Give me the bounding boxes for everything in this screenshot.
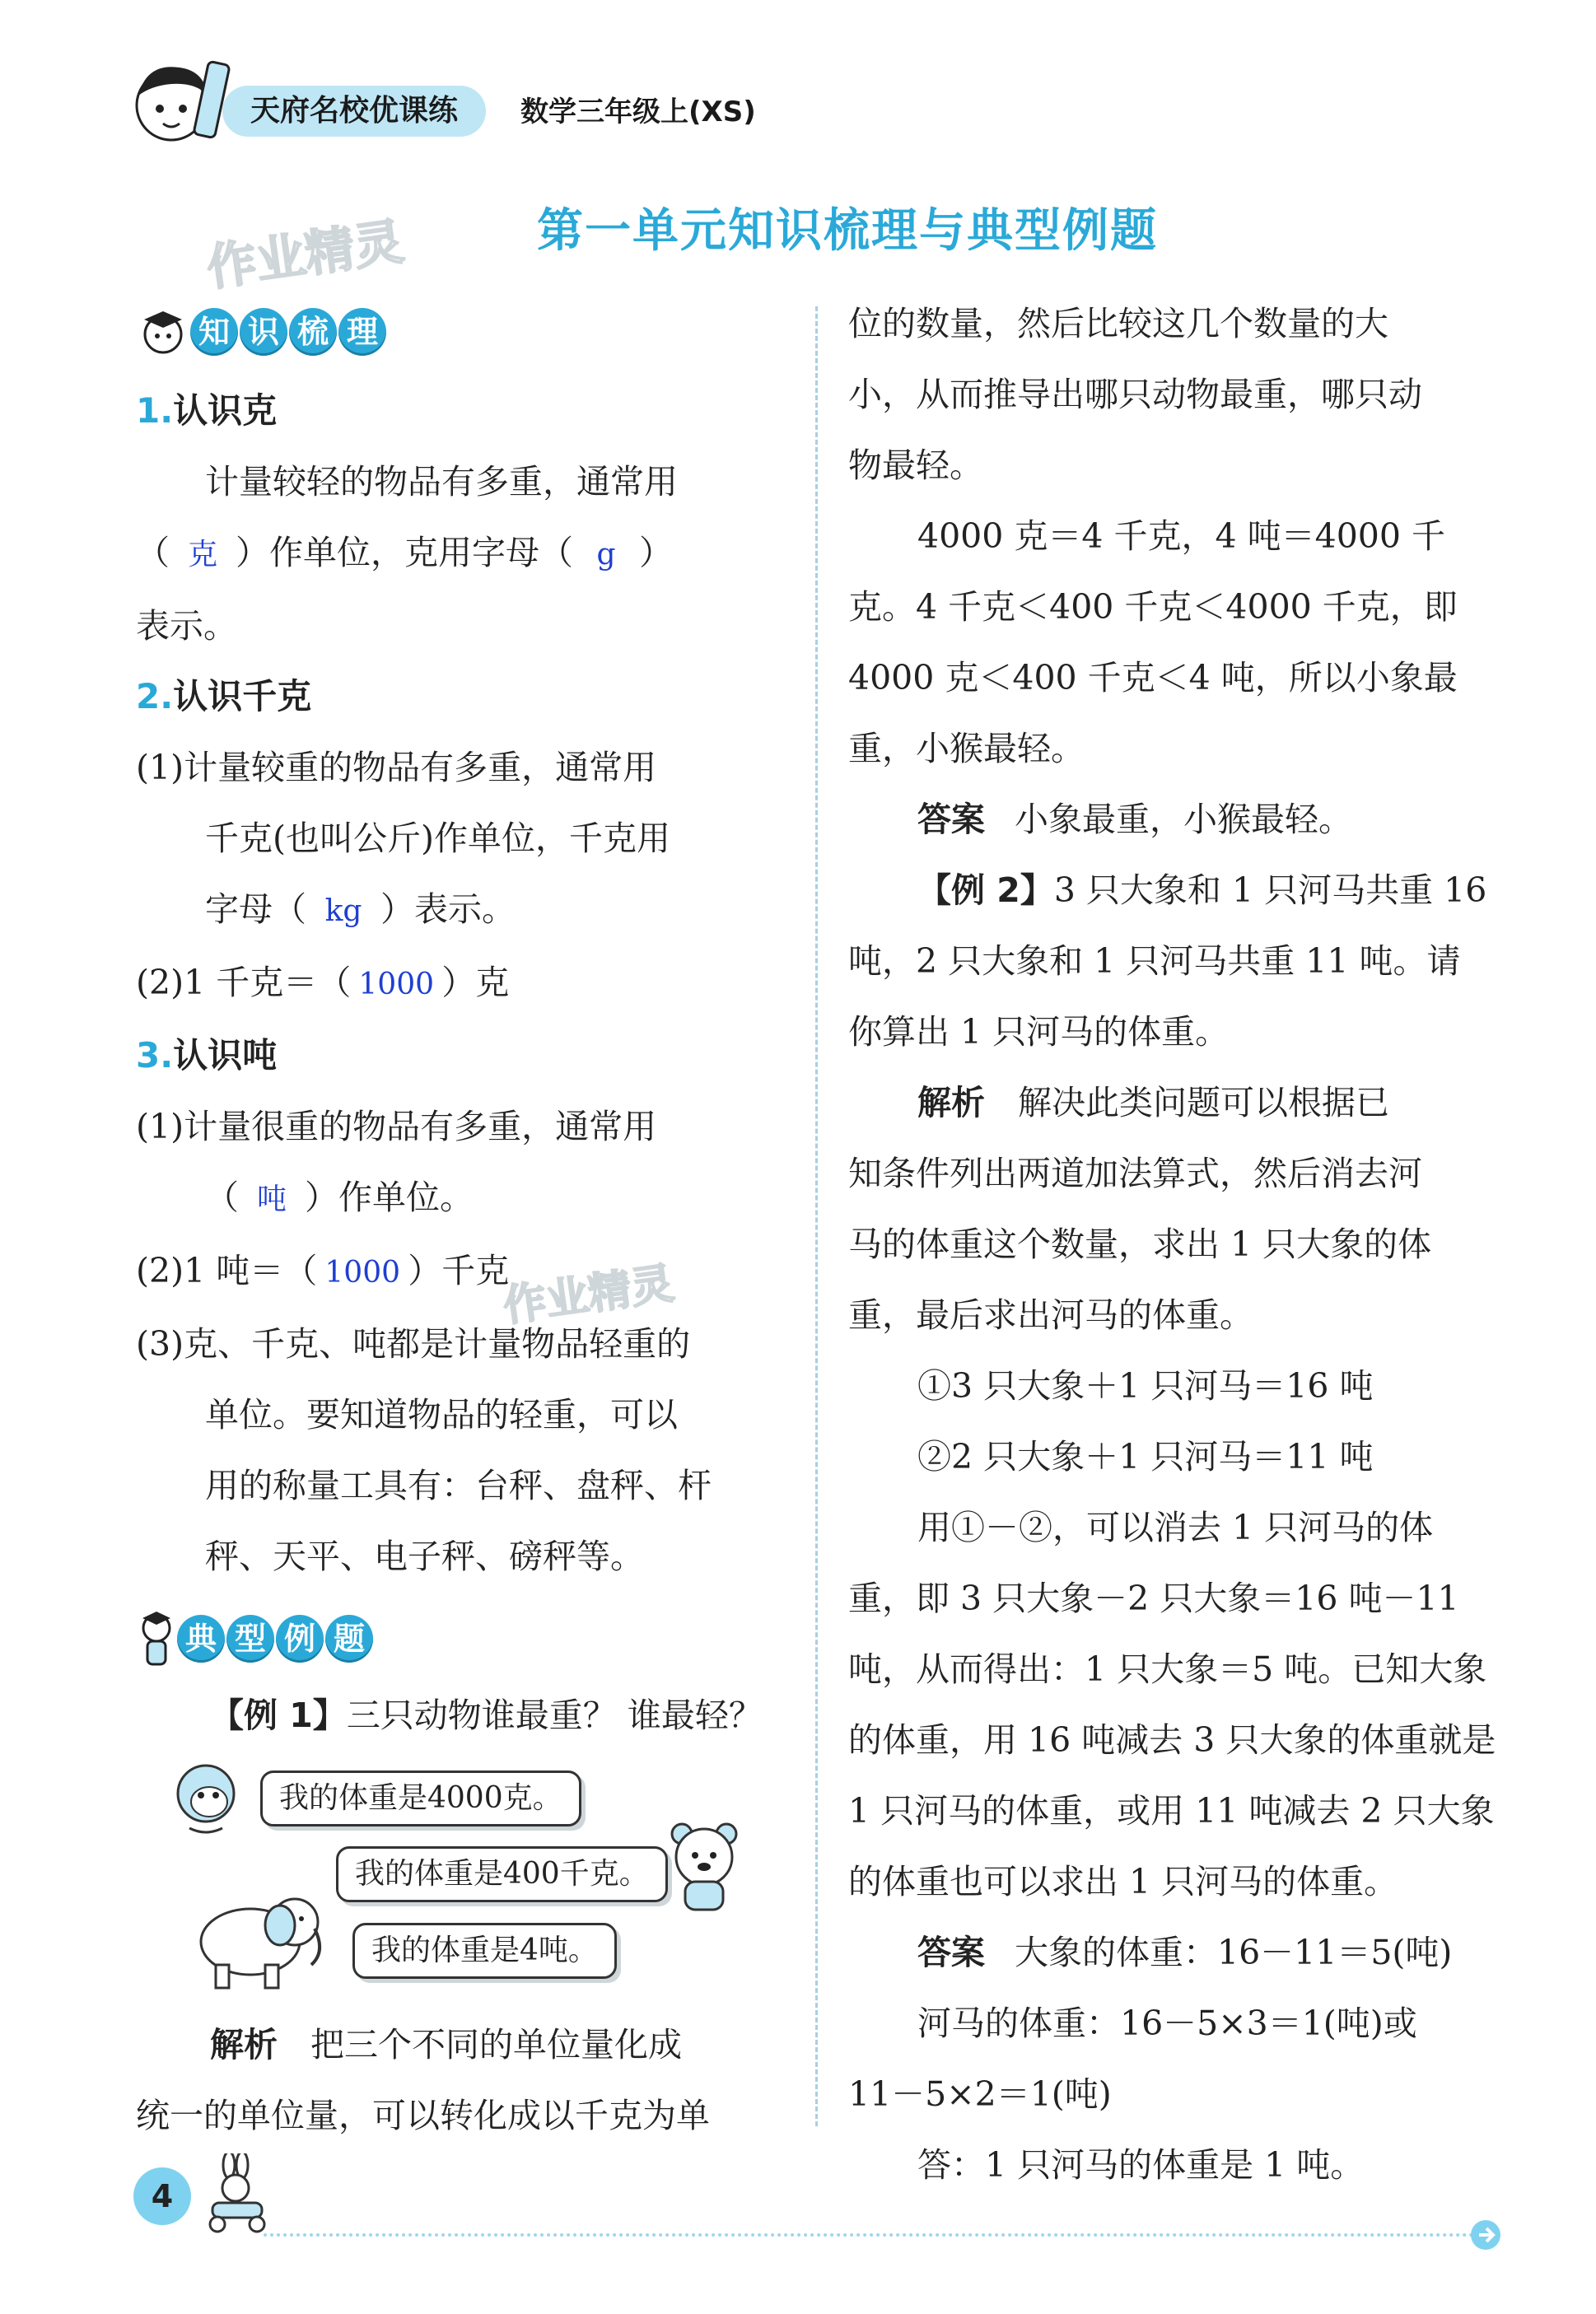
text-span: 大象的体重：16－11＝5(吨) <box>1015 1933 1453 1972</box>
text-line: 重，最后求出河马的体重。 <box>848 1295 1253 1335</box>
text-line: 重，即 3 只大象－2 只大象＝16 吨－11 <box>848 1579 1459 1618</box>
text-span: 认识克 <box>173 390 278 431</box>
text-span: 1. <box>136 390 174 431</box>
text-span: (2)1 千克＝（ <box>136 963 352 1002</box>
text-line: 河马的体重：16－5×3＝1(吨)或 <box>917 2004 1417 2043</box>
answer-1000-g: 1000 <box>358 968 435 1001</box>
text-span: 解决此类问题可以根据已 <box>1018 1083 1389 1122</box>
s2-line1: (1)计量较重的物品有多重，通常用 <box>136 748 657 787</box>
text-line: 1 只河马的体重，或用 11 吨减去 2 只大象 <box>848 1791 1495 1831</box>
text-line: 位的数量，然后比较这几个数量的大 <box>848 304 1388 343</box>
heading-2 <box>136 661 795 732</box>
text-line: 统一的单位量，可以转化成以千克为单 <box>136 2096 710 2135</box>
text-line: 的体重也可以求出 1 只河马的体重。 <box>848 1862 1398 1901</box>
answer-kg: kg <box>324 894 362 928</box>
text-span: 解析 <box>210 2025 278 2064</box>
text-span: 认识吨 <box>173 1035 278 1075</box>
text-span: 【例 2】 <box>917 870 1054 910</box>
section-badge-knowledge <box>136 305 388 359</box>
s3-line1: (1)计量很重的物品有多重，通常用 <box>136 1107 657 1146</box>
text-line: 你算出 1 只河马的体重。 <box>848 1012 1230 1052</box>
section-knowledge-chip-2: 识 <box>240 308 287 356</box>
s2-line4 <box>136 947 795 1020</box>
s3-line6: 用的称量工具有：台秤、盘秤、杆 <box>205 1466 712 1505</box>
bear-icon <box>659 1816 749 1915</box>
section-knowledge-chip-3: 梳 <box>289 308 337 356</box>
text-span: ）作单位。 <box>305 1178 474 1217</box>
s3-line7: 秤、天平、电子秤、磅秤等。 <box>205 1537 644 1576</box>
text-span: 字母（ <box>205 889 306 929</box>
text-span: ）克 <box>441 963 510 1002</box>
answer-2 <box>848 1917 1507 1988</box>
s1-line2 <box>136 517 795 590</box>
text-span: ） <box>639 533 673 572</box>
text-span: 把三个不同的单位量化成 <box>310 2025 682 2064</box>
example2-question <box>848 855 1507 926</box>
text-span: 【例 1】 <box>210 1696 347 1735</box>
text-line: 用①－②，可以消去 1 只河马的体 <box>917 1508 1434 1547</box>
text-span: 3. <box>136 1035 174 1075</box>
text-line: 4000 克＝4 千克，4 吨＝4000 千 <box>917 516 1445 556</box>
text-span: （ <box>136 533 170 572</box>
right-column <box>848 288 1507 2200</box>
s1-line3: 表示。 <box>136 606 237 646</box>
example1-analysis <box>136 2009 795 2151</box>
text-line: 11－5×2＝1(吨) <box>848 2074 1112 2114</box>
watermark: 作业精灵 <box>203 212 408 298</box>
teacher-mascot-icon <box>136 305 190 359</box>
text-span: 3 只大象和 1 只河马共重 16 <box>1053 870 1487 910</box>
arrow-right-icon <box>1469 2218 1502 2251</box>
heading-1 <box>136 376 795 446</box>
text-span: 答案 <box>917 1933 985 1972</box>
series-name-badge: 天府名校优课练 <box>222 86 486 137</box>
text-span: (2)1 吨＝（ <box>136 1251 318 1290</box>
s1-line1: 计量较轻的物品有多重，通常用 <box>205 462 678 502</box>
analysis-2 <box>848 1067 1507 1138</box>
page-number: 4 <box>133 2167 191 2225</box>
watermark-mid: 作业精灵 <box>500 1258 677 1332</box>
answer-gram: 克 <box>187 538 217 572</box>
s2-line3 <box>136 874 795 947</box>
answer-g: g <box>596 538 616 572</box>
rabbit-scooter-icon <box>196 2153 278 2236</box>
text-line: 答：1 只河马的体重是 1 吨。 <box>917 2145 1365 2185</box>
text-line: 吨，从而得出：1 只大象＝5 吨。已知大象 <box>848 1649 1487 1689</box>
section-knowledge-chip-4: 理 <box>338 308 386 356</box>
speech-bubble-monkey: 我的体重是4000克。 <box>260 1770 581 1826</box>
answer-1 <box>848 784 1507 855</box>
text-line: 吨，2 只大象和 1 只河马共重 11 吨。请 <box>848 941 1461 981</box>
text-line <box>136 2009 795 2080</box>
page-title: 第一单元知识梳理与典型例题 <box>537 204 1158 258</box>
answer-1000-kg: 1000 <box>324 1256 401 1290</box>
text-line: 马的体重这个数量，求出 1 只大象的体 <box>848 1225 1432 1264</box>
text-span: ）千克 <box>408 1251 510 1290</box>
s3-line3 <box>136 1235 795 1309</box>
monkey-icon <box>165 1754 255 1845</box>
text-span: 三只动物谁最重？ 谁最轻？ <box>346 1696 763 1735</box>
example1-question <box>136 1680 836 1751</box>
answer-ton: 吨 <box>256 1183 287 1216</box>
footer-dotted-line <box>264 2233 1474 2237</box>
heading-3 <box>136 1020 795 1091</box>
speech-bubble-elephant: 我的体重是4吨。 <box>352 1923 617 1979</box>
text-line: 小，从而推导出哪只动物最重，哪只动 <box>848 375 1422 414</box>
text-line: 4000 克＜400 千克＜4 吨，所以小象最 <box>848 658 1458 697</box>
text-span: ）表示。 <box>380 889 516 929</box>
section-examples-chip-2: 型 <box>226 1615 274 1663</box>
left-column <box>136 376 795 1592</box>
text-span: （ <box>205 1178 239 1217</box>
text-span: 答案 <box>917 800 985 839</box>
text-line: 知条件列出两道加法算式，然后消去河 <box>848 1154 1422 1193</box>
section-knowledge-chip-1: 知 <box>190 308 238 356</box>
s3-line5: 单位。要知道物品的轻重，可以 <box>205 1395 678 1435</box>
text-span: 解析 <box>917 1083 985 1122</box>
text-line: 克。4 千克＜400 千克＜4000 千克，即 <box>848 587 1458 627</box>
s2-line2: 千克(也叫公斤)作单位，千克用 <box>205 819 670 858</box>
text-line: 的体重，用 16 吨减去 3 只大象的体重就是 <box>848 1720 1496 1760</box>
s3-line2 <box>136 1162 795 1235</box>
text-span: 认识千克 <box>173 676 312 716</box>
text-span: 2. <box>136 676 174 716</box>
section-badge-examples <box>136 1610 375 1668</box>
text-line: 重，小猴最轻。 <box>848 729 1085 768</box>
speech-bubble-bear: 我的体重是400千克。 <box>336 1846 668 1902</box>
text-span: 小象最重，小猴最轻。 <box>1015 800 1352 839</box>
s3-line4: (3)克、千克、吨都是计量物品轻重的 <box>136 1324 691 1364</box>
text-line: 物最轻。 <box>848 446 983 485</box>
text-line: ①3 只大象＋1 只河马＝16 吨 <box>917 1366 1374 1406</box>
text-span: ）作单位，克用字母（ <box>236 533 573 572</box>
student-mascot-icon <box>136 1610 177 1668</box>
section-examples-chip-4: 题 <box>325 1615 373 1663</box>
text-line: ②2 只大象＋1 只河马＝11 吨 <box>917 1437 1374 1477</box>
section-examples-chip-1: 典 <box>177 1615 225 1663</box>
elephant-icon <box>180 1886 328 1993</box>
subject-label: 数学三年级上(XS) <box>520 96 756 128</box>
section-examples-chip-3: 例 <box>276 1615 324 1663</box>
column-divider <box>815 306 818 2126</box>
